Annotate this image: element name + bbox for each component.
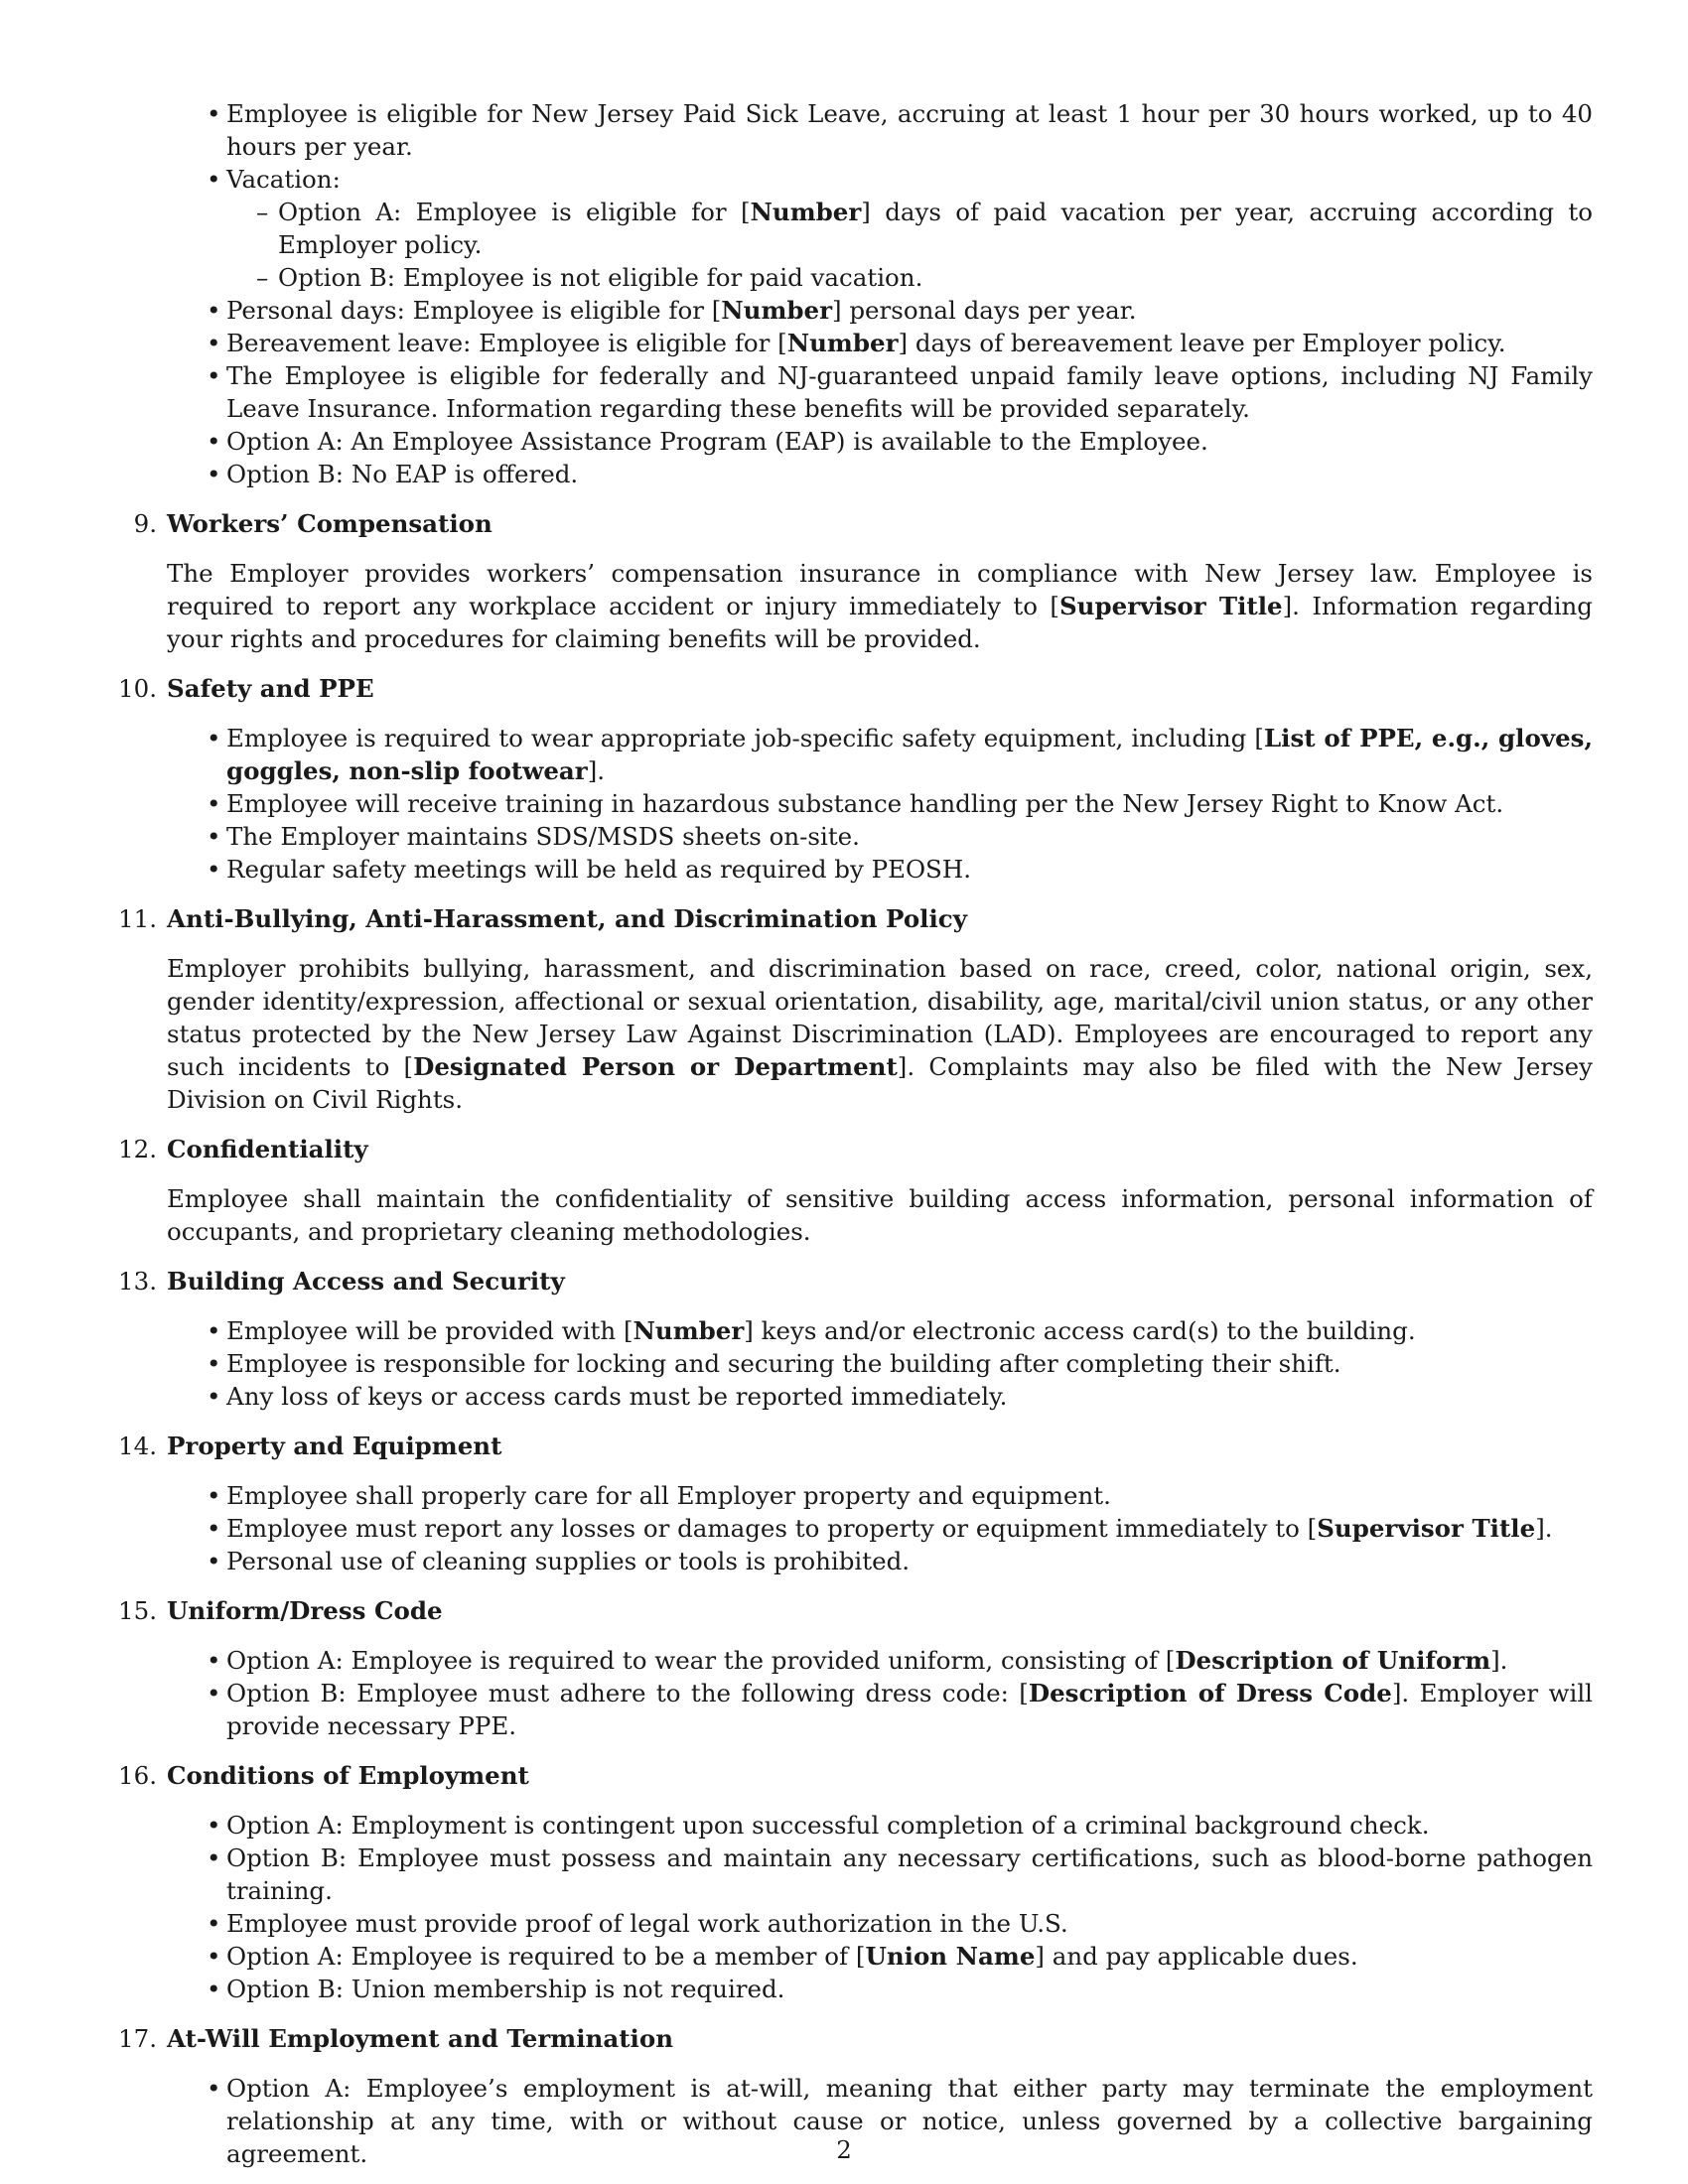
placeholder-text: Description of Uniform (1175, 1646, 1491, 1675)
placeholder-text: Number (786, 329, 899, 357)
list-item (167, 787, 1593, 820)
intro-list (167, 97, 1593, 490)
section-title: Workers’ Compensation (167, 509, 492, 538)
section-number: 13. (118, 1267, 157, 1296)
item-text: Option A: Employment is contingent upon successful completion of a criminal background check. (226, 1811, 1430, 1840)
item-text: Personal use of cleaning supplies or tools is prohibited. (226, 1547, 911, 1575)
section-heading (118, 1265, 1593, 1297)
section-number: 11. (118, 904, 157, 933)
section-title: Confidentiality (167, 1135, 368, 1163)
item-text: Option A: Employee is required to wear the provided uniform, consisting of [ (226, 1646, 1176, 1675)
section-list (167, 1809, 1593, 2005)
section-paragraph (167, 1182, 1593, 1248)
section-number: 17. (118, 2024, 157, 2053)
list-item (167, 359, 1593, 425)
list-item (167, 1545, 1593, 1577)
list-item (167, 1347, 1593, 1380)
item-text: Regular safety meetings will be held as required by PEOSH. (226, 855, 971, 884)
placeholder-text: Number (721, 296, 833, 325)
section-list (167, 722, 1593, 886)
section-paragraph (167, 557, 1593, 655)
item-text: Option A: Employee is required to be a member of [ (226, 1942, 866, 1971)
section-paragraph (167, 952, 1593, 1116)
section-heading (118, 672, 1593, 705)
section-list (167, 1479, 1593, 1577)
placeholder-text: Number (750, 198, 862, 226)
placeholder-text: Number (633, 1316, 745, 1345)
section-heading (118, 902, 1593, 935)
section-title: Building Access and Security (167, 1267, 565, 1296)
list-item (167, 1973, 1593, 2005)
item-text: The Employee is eligible for federally and NJ-guaranteed unpaid family leave options, including NJ Family Leave Insurance. Information regarding these benefits will be provided separately. (226, 361, 1593, 423)
section-heading (118, 1759, 1593, 1792)
item-text: ]. (1535, 1514, 1553, 1543)
sub-list-item (167, 196, 1593, 261)
item-text: Option B: Employee must adhere to the following dress code: [ (226, 1679, 1029, 1707)
placeholder-text: Description of Dress Code (1028, 1679, 1392, 1707)
item-text: Option B: Employee must possess and maintain any necessary certifications, such as blood-borne pathogen training. (226, 1843, 1593, 1905)
section-title: Conditions of Employment (167, 1761, 529, 1790)
item-text: ] days of paid vacation per year, accruing according to Employer policy. (278, 198, 1593, 259)
list-item (167, 1842, 1593, 1907)
item-text: Option A: Employee is eligible for [ (278, 198, 751, 226)
section-title: Anti-Bullying, Anti-Harassment, and Discrimination Policy (167, 904, 967, 933)
item-text: ] keys and/or electronic access card(s) to the building. (744, 1316, 1416, 1345)
item-text: Option A: An Employee Assistance Program (EAP) is available to the Employee. (226, 427, 1208, 456)
list-item (167, 1479, 1593, 1512)
placeholder-text: List of PPE, e.g., gloves, goggles, non-slip footwear (226, 724, 1593, 785)
section-heading (118, 2022, 1593, 2055)
item-text: Vacation: (226, 165, 341, 194)
section-number: 12. (118, 1135, 157, 1163)
item-text: Employee must report any losses or damages to property or equipment immediately to [ (226, 1514, 1318, 1543)
list-item (167, 1809, 1593, 1842)
list-item (167, 1940, 1593, 1973)
list-item (167, 458, 1593, 490)
item-text: Any loss of keys or access cards must be reported immediately. (226, 1382, 1008, 1411)
section-title: Property and Equipment (167, 1432, 502, 1460)
placeholder-text: Supervisor Title (1317, 1514, 1536, 1543)
section-list (167, 1314, 1593, 1413)
item-text: Option B: Union membership is not required. (226, 1975, 785, 2003)
section-heading (118, 1430, 1593, 1462)
paragraph-text: ]. Information regarding your rights and procedures for claiming benefits will be provided. (167, 592, 1593, 653)
item-text: Employee will be provided with [ (226, 1316, 633, 1345)
item-text: ]. Employer will provide necessary PPE. (226, 1679, 1593, 1740)
paragraph-text: ]. Complaints may also be filed with the New Jersey Division on Civil Rights. (167, 1052, 1594, 1114)
placeholder-text: Union Name (865, 1942, 1036, 1971)
list-item (167, 1677, 1593, 1742)
item-text: Employee is responsible for locking and securing the building after completing their shift. (226, 1349, 1341, 1378)
section-number: 9. (133, 509, 157, 538)
item-text: Personal days: Employee is eligible for [ (226, 296, 722, 325)
list-item (167, 722, 1593, 787)
list-item (167, 853, 1593, 886)
list-item (167, 294, 1593, 327)
section-heading (118, 1133, 1593, 1165)
section-number: 14. (118, 1432, 157, 1460)
item-text: ]. (1490, 1646, 1508, 1675)
list-item (167, 425, 1593, 458)
section-number: 10. (118, 674, 157, 703)
item-text: Option B: Employee is not eligible for paid vacation. (278, 263, 923, 292)
item-text: Employee shall properly care for all Employer property and equipment. (226, 1481, 1111, 1510)
paragraph-text: The Employer provides workers’ compensation insurance in compliance with New Jersey law. Employee is required to report any workplace accident or injury immediately to [ (167, 559, 1593, 620)
list-item (167, 97, 1593, 163)
item-text: Employee is required to wear appropriate job-specific safety equipment, including [ (226, 724, 1264, 752)
list-item (167, 1512, 1593, 1545)
item-text: ] personal days per year. (832, 296, 1137, 325)
item-text: Employee is eligible for New Jersey Paid Sick Leave, accruing at least 1 hour per 30 hours worked, up to 40 hours per year. (226, 99, 1593, 161)
section-title: Safety and PPE (167, 674, 374, 703)
section-title: At-Will Employment and Termination (167, 2024, 674, 2053)
sub-list-item (167, 261, 1593, 294)
section-list (167, 1644, 1593, 1742)
item-text: Bereavement leave: Employee is eligible for [ (226, 329, 787, 357)
list-item (167, 1314, 1593, 1347)
list-item (167, 1380, 1593, 1413)
section-number: 15. (118, 1596, 157, 1625)
item-text: Employee must provide proof of legal work authorization in the U.S. (226, 1909, 1068, 1938)
placeholder-text: Supervisor Title (1058, 592, 1283, 620)
item-text: Option A: Employee’s employment is at-will, meaning that either party may terminate the employment relationship at any time, with or without cause or notice, unless governed by a collective bargaining agreement. (226, 2074, 1593, 2168)
page-number: 2 (836, 2135, 852, 2164)
item-text: ] days of bereavement leave per Employer policy. (898, 329, 1506, 357)
placeholder-text: Designated Person or Department (413, 1052, 898, 1081)
paragraph-text: Employer prohibits bullying, harassment, and discrimination based on race, creed, color, national origin, sex, gender identity/expression, affectional or sexual orientation, disability, age, marital/civil union status, or any other status protected by the New Jersey Law Against Discrimination (LAD). Employees are encouraged to report any such incidents to [ (167, 954, 1593, 1081)
section-number: 16. (118, 1761, 157, 1790)
list-item (167, 1644, 1593, 1677)
section-title: Uniform/Dress Code (167, 1596, 443, 1625)
item-text: The Employer maintains SDS/MSDS sheets on-site. (226, 822, 860, 851)
section-heading (118, 1594, 1593, 1627)
item-text: ] and pay applicable dues. (1035, 1942, 1358, 1971)
list-item (167, 1907, 1593, 1940)
list-item (167, 327, 1593, 359)
list-item (167, 820, 1593, 853)
item-text: Employee will receive training in hazardous substance handling per the New Jersey Right to Know Act. (226, 789, 1504, 818)
paragraph-text: Employee shall maintain the confidentiality of sensitive building access information, personal information of occupants, and proprietary cleaning methodologies. (167, 1184, 1593, 1246)
item-text: Option B: No EAP is offered. (226, 460, 579, 488)
section-heading (133, 507, 1593, 540)
document-page (118, 97, 1594, 2170)
item-text: ]. (587, 756, 606, 785)
list-item (167, 163, 1593, 196)
